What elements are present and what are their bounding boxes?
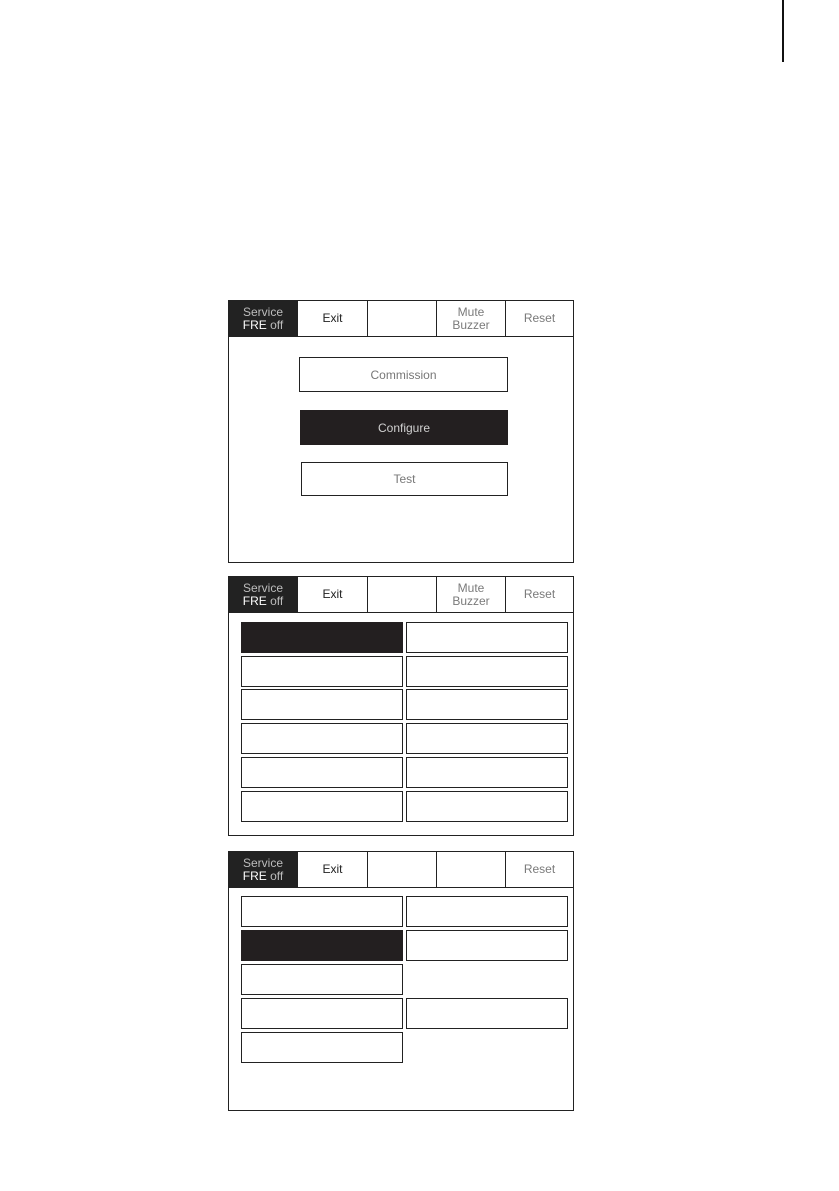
mute-buzzer-button[interactable] bbox=[437, 301, 506, 336]
exit-label: Exit bbox=[322, 311, 343, 325]
crop-mark bbox=[782, 0, 784, 62]
main-menu-screen bbox=[228, 300, 574, 563]
grid-button-left-1[interactable] bbox=[241, 896, 403, 927]
service-status-button[interactable] bbox=[229, 852, 298, 887]
exit-button[interactable] bbox=[298, 852, 368, 887]
grid-button-right-2[interactable] bbox=[406, 656, 568, 687]
empty-button bbox=[368, 852, 437, 887]
grid-button-left-3[interactable] bbox=[241, 689, 403, 720]
exit-label: Exit bbox=[322, 587, 343, 601]
grid-button-left-5[interactable] bbox=[241, 757, 403, 788]
mute-label: Mute bbox=[457, 580, 485, 595]
exit-button[interactable] bbox=[298, 301, 368, 336]
service-status-button[interactable] bbox=[229, 577, 298, 612]
service-label: Service bbox=[242, 304, 283, 319]
service-status-button[interactable] bbox=[229, 301, 298, 336]
reset-label: Reset bbox=[523, 862, 556, 876]
grid-button-right-5[interactable] bbox=[406, 757, 568, 788]
configure-button[interactable] bbox=[300, 410, 508, 445]
mute-label: Mute bbox=[457, 304, 485, 319]
reset-button[interactable] bbox=[506, 301, 573, 336]
service-label: Service bbox=[242, 855, 283, 870]
top-bar bbox=[229, 852, 573, 888]
reset-button[interactable] bbox=[506, 577, 573, 612]
grid-button-left-5[interactable] bbox=[241, 1032, 403, 1063]
test-label: Test bbox=[393, 472, 416, 486]
configure-label: Configure bbox=[377, 420, 431, 435]
grid-button-left-2[interactable] bbox=[241, 930, 403, 961]
grid-button-right-4[interactable] bbox=[406, 723, 568, 754]
grid-button-right-3[interactable] bbox=[406, 689, 568, 720]
grid-screen-1 bbox=[228, 576, 574, 836]
exit-label: Exit bbox=[322, 862, 343, 876]
grid-screen-2 bbox=[228, 851, 574, 1111]
fre-off-label: off bbox=[270, 868, 284, 883]
grid-button-left-2[interactable] bbox=[241, 656, 403, 687]
reset-button[interactable] bbox=[506, 852, 573, 887]
reset-label: Reset bbox=[523, 587, 556, 601]
top-bar bbox=[229, 577, 573, 613]
empty-button bbox=[368, 577, 437, 612]
grid-button-left-4[interactable] bbox=[241, 723, 403, 754]
fre-label: FRE bbox=[242, 317, 267, 332]
buzzer-label: Buzzer bbox=[452, 593, 490, 608]
commission-button[interactable] bbox=[299, 357, 508, 392]
reset-label: Reset bbox=[523, 311, 556, 325]
grid-button-right-4[interactable] bbox=[406, 998, 568, 1029]
top-bar bbox=[229, 301, 573, 337]
grid-button-left-6[interactable] bbox=[241, 791, 403, 822]
test-button[interactable] bbox=[301, 462, 508, 496]
fre-off-label: off bbox=[270, 317, 284, 332]
commission-label: Commission bbox=[370, 367, 437, 382]
fre-label: FRE bbox=[242, 593, 267, 608]
fre-label: FRE bbox=[242, 868, 267, 883]
grid-button-right-2[interactable] bbox=[406, 930, 568, 961]
exit-button[interactable] bbox=[298, 577, 368, 612]
mute-buzzer-button[interactable] bbox=[437, 577, 506, 612]
buzzer-label: Buzzer bbox=[452, 317, 490, 332]
service-label: Service bbox=[242, 580, 283, 595]
grid-button-left-4[interactable] bbox=[241, 998, 403, 1029]
grid-button-right-1[interactable] bbox=[406, 622, 568, 653]
empty-button bbox=[437, 852, 506, 887]
grid-button-left-3[interactable] bbox=[241, 964, 403, 995]
empty-button bbox=[368, 301, 437, 336]
fre-off-label: off bbox=[270, 593, 284, 608]
grid-button-right-6[interactable] bbox=[406, 791, 568, 822]
grid-button-right-1[interactable] bbox=[406, 896, 568, 927]
grid-button-left-1[interactable] bbox=[241, 622, 403, 653]
